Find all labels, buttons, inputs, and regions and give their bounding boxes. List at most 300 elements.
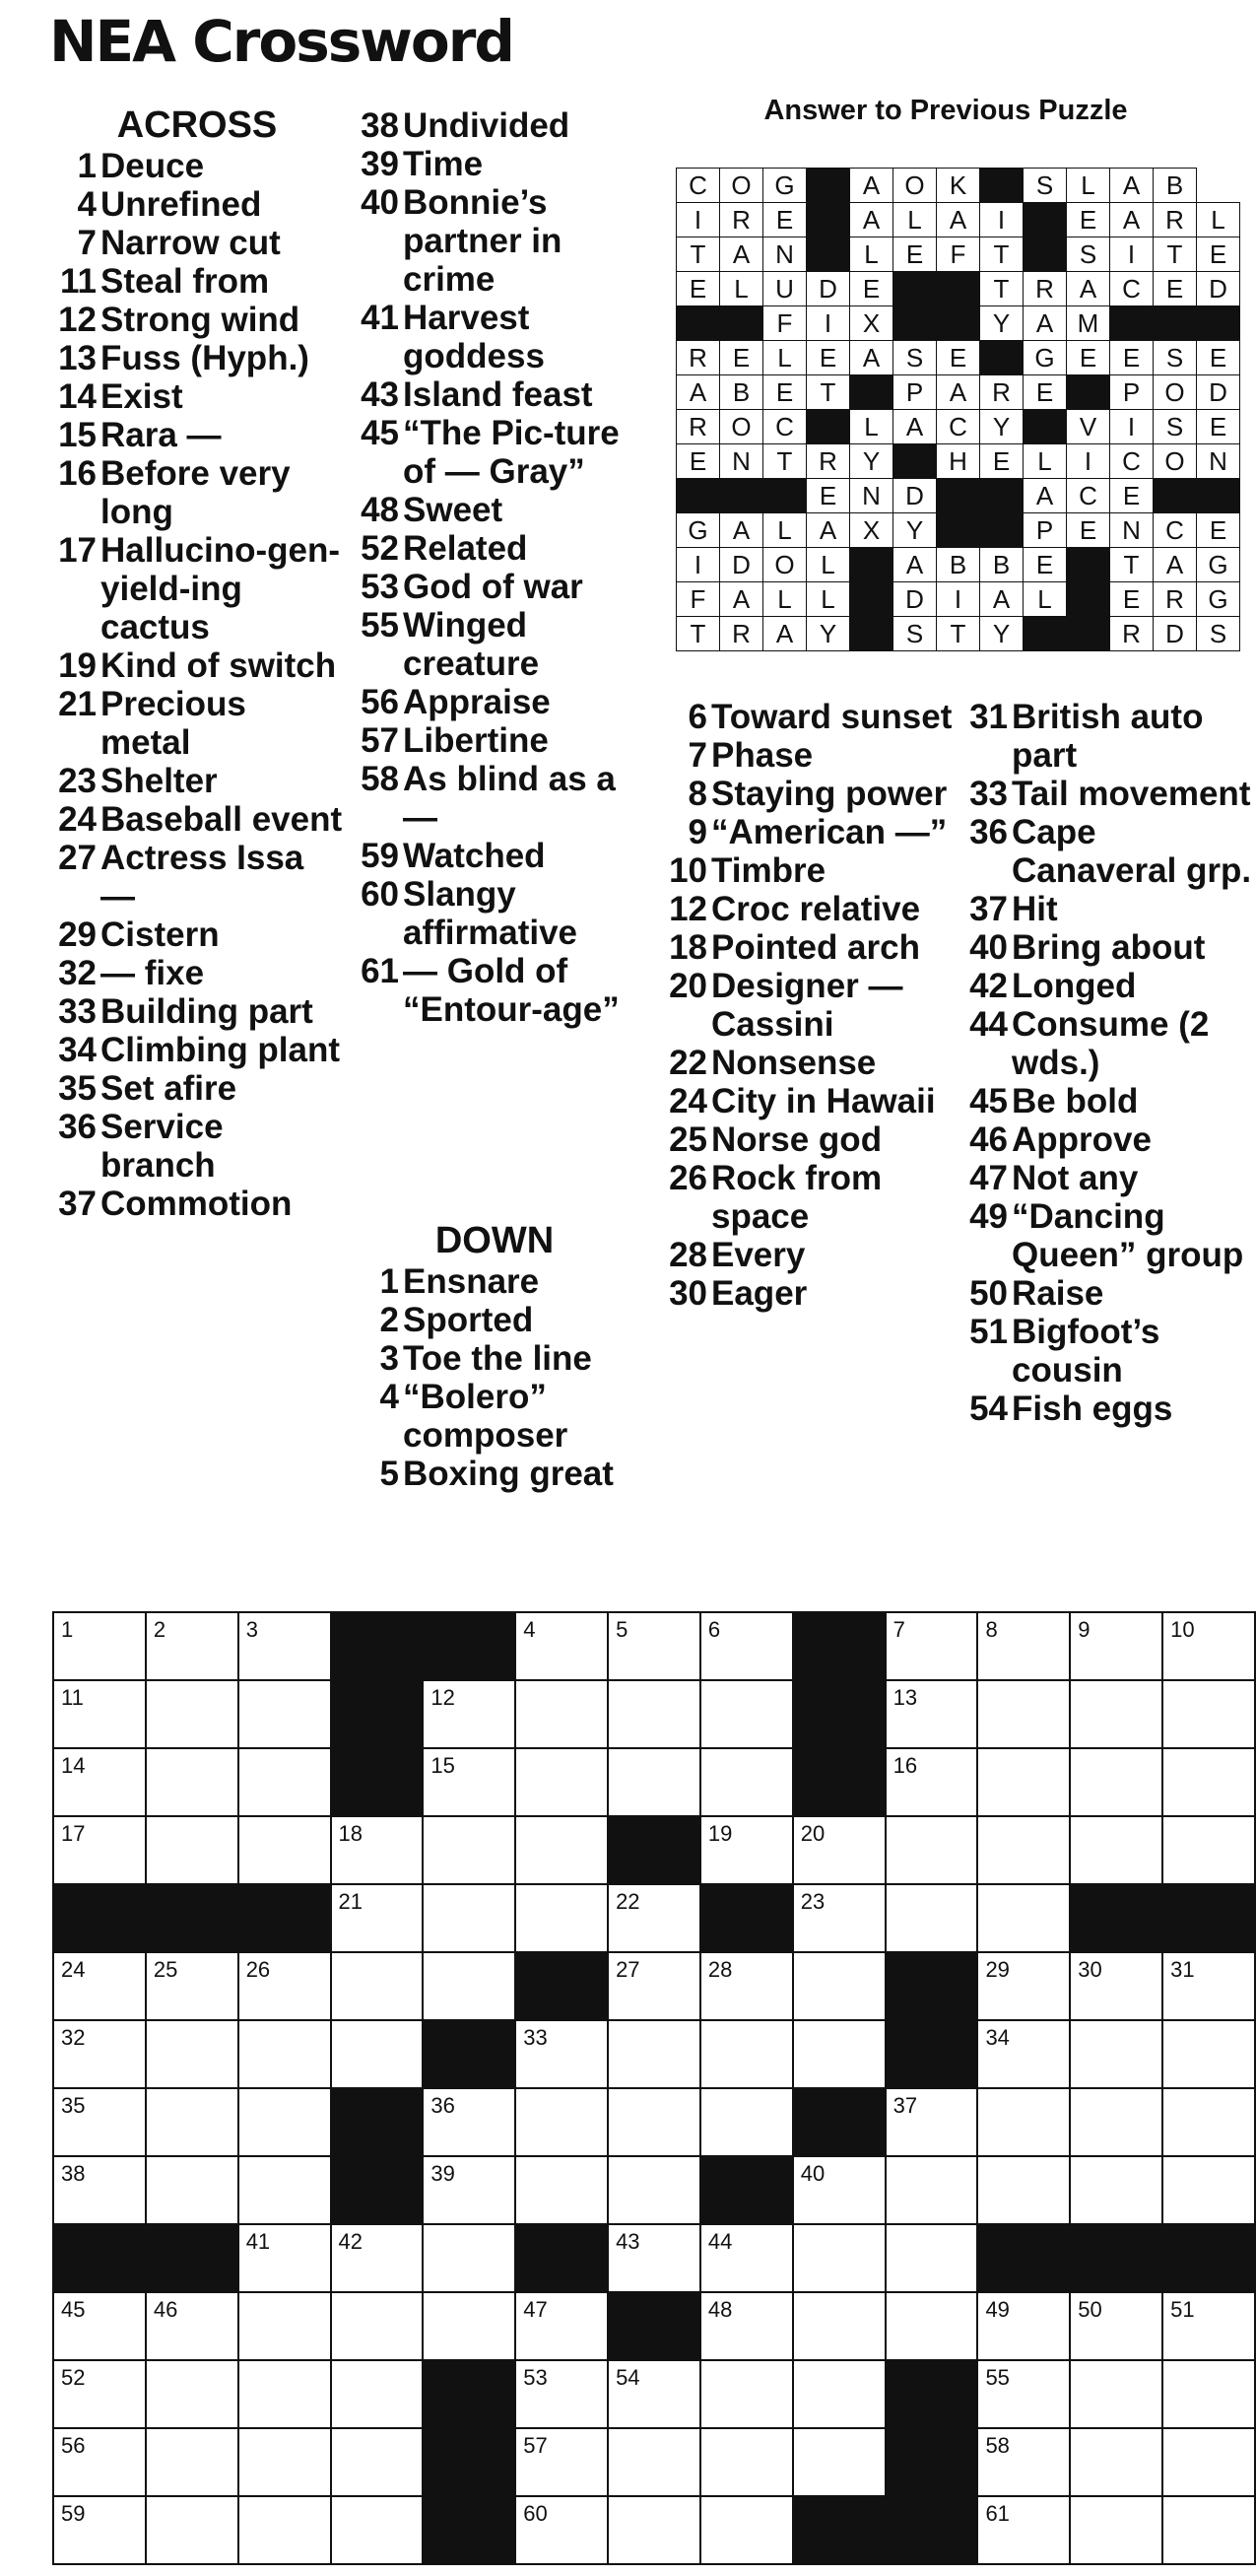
grid-cell[interactable]: [515, 2360, 608, 2428]
answer-letter: L: [763, 513, 807, 548]
grid-cell[interactable]: [423, 2224, 515, 2292]
clue-number: 9: [688, 813, 707, 851]
grid-cell[interactable]: [1162, 2292, 1255, 2360]
grid-cell[interactable]: [977, 2088, 1070, 2156]
clue-number: 12: [58, 301, 97, 339]
answer-letter: D: [1154, 617, 1197, 651]
grid-cell[interactable]: [977, 2360, 1070, 2428]
grid-cell[interactable]: [608, 2496, 700, 2564]
clue-number: 24: [669, 1082, 707, 1120]
grid-cell[interactable]: [700, 2088, 793, 2156]
grid-cell[interactable]: [53, 2428, 146, 2496]
clue-text: God of war: [403, 568, 583, 606]
grid-cell[interactable]: [423, 1680, 515, 1748]
grid-cell[interactable]: [1162, 1952, 1255, 2020]
cell-number: 60: [523, 2501, 548, 2526]
grid-cell[interactable]: [977, 1816, 1070, 1884]
clue-text: Undivided: [403, 106, 570, 145]
grid-cell[interactable]: [515, 1748, 608, 1816]
grid-cell[interactable]: [886, 1884, 978, 1952]
answer-black-square: [807, 169, 850, 203]
grid-cell[interactable]: [1070, 2020, 1162, 2088]
cell-number: 8: [985, 1617, 998, 1642]
answer-letter: I: [1110, 410, 1154, 444]
answer-black-square: [1154, 479, 1197, 513]
grid-cell[interactable]: [1162, 1612, 1255, 1680]
black-square: [331, 2156, 424, 2224]
grid-cell[interactable]: [331, 2224, 424, 2292]
cell-number: 10: [1170, 1617, 1195, 1642]
grid-cell[interactable]: [238, 2428, 331, 2496]
grid-cell[interactable]: [238, 2156, 331, 2224]
clue-item: [960, 928, 1256, 967]
cell-number: 7: [892, 1617, 905, 1642]
grid-cell[interactable]: [515, 1816, 608, 1884]
clue-item: [49, 339, 345, 377]
black-square: [886, 2496, 978, 2564]
grid-cell[interactable]: [515, 1884, 608, 1952]
clue-number: 16: [58, 454, 97, 493]
answer-letter: R: [1154, 582, 1197, 617]
crossword-grid: [52, 1611, 1256, 2565]
answer-letter: Y: [980, 617, 1024, 651]
previous-answer-grid: [676, 168, 1240, 651]
grid-cell[interactable]: [146, 2156, 238, 2224]
clue-item: [960, 967, 1256, 1005]
clue-number: 36: [969, 813, 1008, 851]
answer-letter: T: [807, 375, 850, 410]
grid-cell[interactable]: [608, 1612, 700, 1680]
grid-cell[interactable]: [977, 1680, 1070, 1748]
clue-text: Sweet: [403, 491, 503, 529]
grid-cell[interactable]: [238, 2088, 331, 2156]
answer-letter: R: [720, 203, 763, 237]
grid-cell[interactable]: [423, 2088, 515, 2156]
grid-cell[interactable]: [793, 2224, 886, 2292]
grid-cell[interactable]: [1070, 1612, 1162, 1680]
grid-cell[interactable]: [1070, 2360, 1162, 2428]
black-square: [793, 2496, 886, 2564]
grid-cell[interactable]: [793, 2292, 886, 2360]
grid-cell[interactable]: [608, 2088, 700, 2156]
grid-cell[interactable]: [608, 2156, 700, 2224]
clue-text: Commotion: [100, 1185, 293, 1223]
black-square: [886, 2020, 978, 2088]
grid-cell[interactable]: [608, 2428, 700, 2496]
grid-cell[interactable]: [423, 2156, 515, 2224]
clue-number: 25: [669, 1120, 707, 1159]
grid-cell[interactable]: [238, 2496, 331, 2564]
grid-cell[interactable]: [238, 2360, 331, 2428]
clue-item: [352, 568, 637, 606]
clue-text: Designer — Cassini: [711, 967, 903, 1044]
answer-letter: A: [677, 375, 720, 410]
grid-cell[interactable]: [53, 2156, 146, 2224]
grid-cell[interactable]: [53, 1680, 146, 1748]
grid-cell[interactable]: [1070, 1816, 1162, 1884]
grid-cell[interactable]: [1162, 2088, 1255, 2156]
grid-cell[interactable]: [793, 1884, 886, 1952]
clue-text: Not any: [1012, 1159, 1139, 1197]
grid-cell[interactable]: [1162, 2360, 1255, 2428]
grid-cell[interactable]: [977, 1884, 1070, 1952]
answer-black-square: [980, 513, 1024, 548]
grid-cell[interactable]: [331, 2020, 424, 2088]
clue-text: Tail movement: [1012, 775, 1251, 813]
clue-text: Shelter: [100, 762, 218, 800]
grid-cell[interactable]: [1070, 2496, 1162, 2564]
cell-number: 43: [616, 2229, 640, 2254]
answer-letter: R: [677, 410, 720, 444]
clue-item: [49, 262, 345, 301]
grid-cell[interactable]: [146, 2020, 238, 2088]
grid-cell[interactable]: [886, 1612, 978, 1680]
cell-number: 44: [707, 2229, 733, 2254]
grid-cell[interactable]: [515, 2428, 608, 2496]
clue-text: Croc relative: [711, 890, 921, 928]
grid-row: [53, 2156, 1255, 2224]
clue-number: 3: [379, 1339, 399, 1378]
grid-cell[interactable]: [238, 1680, 331, 1748]
grid-cell[interactable]: [1162, 2020, 1255, 2088]
grid-cell[interactable]: [146, 1748, 238, 1816]
clue-text: Set afire: [100, 1069, 237, 1108]
clue-text: Precious metal: [100, 685, 246, 762]
grid-cell[interactable]: [700, 2292, 793, 2360]
grid-cell[interactable]: [238, 2020, 331, 2088]
clue-number: 1: [77, 147, 97, 185]
clue-number: 27: [58, 839, 97, 877]
black-square: [146, 2224, 238, 2292]
clue-text: Cistern: [100, 915, 220, 954]
grid-cell[interactable]: [331, 1952, 424, 2020]
grid-cell[interactable]: [1070, 2088, 1162, 2156]
clue-text: Service branch: [100, 1108, 224, 1185]
grid-cell[interactable]: [793, 2020, 886, 2088]
grid-cell[interactable]: [53, 2088, 146, 2156]
grid-cell[interactable]: [886, 2292, 978, 2360]
grid-cell[interactable]: [423, 2292, 515, 2360]
grid-cell[interactable]: [146, 2496, 238, 2564]
black-square: [1162, 1884, 1255, 1952]
grid-cell[interactable]: [886, 1680, 978, 1748]
cell-number: 28: [707, 1957, 733, 1982]
grid-cell[interactable]: [700, 2496, 793, 2564]
clue-item: [660, 1082, 956, 1120]
grid-cell[interactable]: [700, 2428, 793, 2496]
clue-item: [960, 1082, 1256, 1120]
grid-cell[interactable]: [1162, 2496, 1255, 2564]
grid-cell[interactable]: [146, 1612, 238, 1680]
clue-item: [352, 1339, 637, 1378]
clue-text: Toward sunset: [711, 698, 953, 736]
grid-cell[interactable]: [331, 1816, 424, 1884]
answer-row: [677, 444, 1240, 479]
answer-black-square: [677, 306, 720, 341]
clue-item: [352, 683, 637, 721]
grid-cell[interactable]: [53, 1816, 146, 1884]
clue-text: Before very long: [100, 454, 291, 531]
grid-cell[interactable]: [886, 2224, 978, 2292]
grid-cell[interactable]: [608, 1952, 700, 2020]
black-square: [700, 2156, 793, 2224]
answer-row: [677, 513, 1240, 548]
grid-cell[interactable]: [1070, 2292, 1162, 2360]
clue-text: Consume (2 wds.): [1012, 1005, 1210, 1082]
answer-row: [677, 237, 1240, 272]
grid-cell[interactable]: [1162, 1816, 1255, 1884]
answer-black-square: [1024, 237, 1067, 272]
answer-letter: E: [807, 341, 850, 375]
clue-text: Rara —: [100, 416, 222, 454]
answer-letter: C: [937, 410, 980, 444]
answer-letter: I: [937, 582, 980, 617]
grid-cell[interactable]: [793, 1952, 886, 2020]
clue-number: 37: [58, 1185, 97, 1223]
grid-cell[interactable]: [515, 2292, 608, 2360]
grid-cell[interactable]: [146, 2088, 238, 2156]
grid-cell[interactable]: [1070, 1952, 1162, 2020]
grid-cell[interactable]: [423, 1816, 515, 1884]
clue-text: Be bold: [1012, 1082, 1139, 1120]
grid-cell[interactable]: [515, 2156, 608, 2224]
clue-number: 5: [379, 1455, 399, 1493]
grid-cell[interactable]: [977, 1612, 1070, 1680]
answer-letter: E: [980, 444, 1024, 479]
clue-number: 41: [361, 299, 399, 337]
grid-cell[interactable]: [1162, 2156, 1255, 2224]
grid-cell[interactable]: [793, 2360, 886, 2428]
clue-text: Timbre: [711, 851, 826, 890]
grid-cell[interactable]: [1070, 1680, 1162, 1748]
black-square: [793, 1748, 886, 1816]
black-square: [423, 1612, 515, 1680]
answer-letter: I: [677, 203, 720, 237]
grid-cell[interactable]: [700, 2224, 793, 2292]
grid-cell[interactable]: [608, 1748, 700, 1816]
answer-letter: P: [1110, 375, 1154, 410]
grid-cell[interactable]: [53, 2292, 146, 2360]
answer-letter: H: [937, 444, 980, 479]
clue-item: [352, 183, 637, 299]
grid-cell[interactable]: [146, 1952, 238, 2020]
clue-item: [352, 299, 637, 375]
clue-item: [960, 1197, 1256, 1274]
grid-cell[interactable]: [238, 2224, 331, 2292]
grid-row: [53, 2088, 1255, 2156]
grid-cell[interactable]: [423, 1884, 515, 1952]
answer-letter: E: [677, 272, 720, 306]
answer-letter: G: [1197, 548, 1240, 582]
grid-cell[interactable]: [331, 1884, 424, 1952]
clue-text: Rock from space: [711, 1159, 883, 1236]
answer-letter: N: [763, 237, 807, 272]
black-square: [331, 1680, 424, 1748]
clue-item: [352, 1301, 637, 1339]
grid-cell[interactable]: [608, 2224, 700, 2292]
grid-cell[interactable]: [700, 1952, 793, 2020]
answer-letter: L: [763, 341, 807, 375]
grid-cell[interactable]: [1070, 1748, 1162, 1816]
clue-item: [49, 1185, 345, 1223]
clue-item: [49, 646, 345, 685]
grid-cell[interactable]: [146, 1680, 238, 1748]
grid-cell[interactable]: [700, 1748, 793, 1816]
grid-cell[interactable]: [886, 1816, 978, 1884]
clue-text: Kind of switch: [100, 646, 337, 685]
grid-cell[interactable]: [515, 2088, 608, 2156]
answer-letter: R: [980, 375, 1024, 410]
grid-cell[interactable]: [977, 1748, 1070, 1816]
grid-cell[interactable]: [886, 1748, 978, 1816]
answer-letter: D: [893, 479, 937, 513]
grid-cell[interactable]: [53, 2360, 146, 2428]
black-square: [793, 2088, 886, 2156]
grid-cell[interactable]: [238, 2292, 331, 2360]
answer-black-square: [720, 306, 763, 341]
grid-row: [53, 1748, 1255, 1816]
clue-text: Longed: [1012, 967, 1137, 1005]
grid-cell[interactable]: [146, 2428, 238, 2496]
answer-letter: P: [1024, 513, 1067, 548]
answer-letter: A: [850, 169, 893, 203]
grid-cell[interactable]: [146, 1816, 238, 1884]
answer-letter: C: [677, 169, 720, 203]
clue-number: 50: [969, 1274, 1008, 1313]
cell-number: 34: [985, 2025, 1010, 2050]
grid-cell[interactable]: [793, 1816, 886, 1884]
grid-cell[interactable]: [331, 2292, 424, 2360]
grid-row: [53, 1612, 1255, 1680]
grid-cell[interactable]: [146, 2292, 238, 2360]
grid-cell[interactable]: [331, 2428, 424, 2496]
clue-text: Related: [403, 529, 528, 568]
grid-cell[interactable]: [700, 1612, 793, 1680]
answer-black-square: [1197, 306, 1240, 341]
answer-letter: B: [720, 375, 763, 410]
grid-cell[interactable]: [515, 1680, 608, 1748]
answer-black-square: [850, 617, 893, 651]
grid-cell[interactable]: [608, 2360, 700, 2428]
black-square: [700, 1884, 793, 1952]
answer-letter: D: [893, 582, 937, 617]
cell-number: 2: [153, 1617, 166, 1642]
grid-cell[interactable]: [515, 2020, 608, 2088]
clue-item: [49, 762, 345, 800]
grid-cell[interactable]: [515, 1612, 608, 1680]
grid-cell[interactable]: [1162, 2428, 1255, 2496]
grid-cell[interactable]: [238, 1952, 331, 2020]
answer-row: [677, 582, 1240, 617]
answer-letter: A: [1067, 272, 1110, 306]
grid-cell[interactable]: [1162, 1748, 1255, 1816]
clue-item: [660, 775, 956, 813]
grid-cell[interactable]: [53, 2020, 146, 2088]
grid-cell[interactable]: [331, 2496, 424, 2564]
answer-black-square: [1154, 306, 1197, 341]
black-square: [515, 2224, 608, 2292]
clue-number: 8: [688, 775, 707, 813]
grid-cell[interactable]: [977, 2428, 1070, 2496]
grid-cell[interactable]: [886, 2156, 978, 2224]
grid-cell[interactable]: [608, 2020, 700, 2088]
grid-cell[interactable]: [146, 2360, 238, 2428]
clue-item: [660, 967, 956, 1044]
grid-cell[interactable]: [238, 1816, 331, 1884]
grid-cell[interactable]: [53, 1612, 146, 1680]
clue-number: 2: [379, 1301, 399, 1339]
clue-text: “Dancing Queen” group: [1012, 1197, 1244, 1274]
cell-number: 37: [892, 2093, 918, 2118]
answer-letter: G: [1024, 341, 1067, 375]
grid-cell[interactable]: [700, 2360, 793, 2428]
answer-letter: D: [807, 272, 850, 306]
cell-number: 45: [61, 2297, 86, 2322]
clue-item: [960, 775, 1256, 813]
grid-cell[interactable]: [1070, 2428, 1162, 2496]
grid-cell[interactable]: [700, 1680, 793, 1748]
grid-cell[interactable]: [423, 1748, 515, 1816]
grid-cell[interactable]: [608, 1884, 700, 1952]
grid-cell[interactable]: [977, 2496, 1070, 2564]
grid-cell[interactable]: [1070, 2156, 1162, 2224]
grid-cell[interactable]: [238, 1612, 331, 1680]
answer-letter: A: [1024, 306, 1067, 341]
answer-black-square: [1197, 479, 1240, 513]
answer-letter: E: [763, 203, 807, 237]
grid-cell[interactable]: [53, 1952, 146, 2020]
clue-item: [660, 851, 956, 890]
grid-cell[interactable]: [423, 1952, 515, 2020]
grid-cell[interactable]: [977, 1952, 1070, 2020]
grid-cell[interactable]: [977, 2020, 1070, 2088]
grid-row: [53, 1952, 1255, 2020]
grid-cell[interactable]: [1162, 1680, 1255, 1748]
answer-letter: T: [937, 617, 980, 651]
cell-number: 23: [800, 1889, 826, 1914]
grid-cell[interactable]: [331, 2360, 424, 2428]
clue-number: 45: [361, 414, 399, 452]
grid-cell[interactable]: [53, 1748, 146, 1816]
clue-item: [49, 185, 345, 224]
grid-cell[interactable]: [793, 2428, 886, 2496]
grid-cell[interactable]: [700, 2020, 793, 2088]
answer-row: [677, 341, 1240, 375]
grid-cell[interactable]: [793, 2156, 886, 2224]
cell-number: 31: [1170, 1957, 1195, 1982]
clue-text: Staying power: [711, 775, 948, 813]
grid-cell[interactable]: [515, 2496, 608, 2564]
answer-letter: A: [1024, 479, 1067, 513]
clue-number: 26: [669, 1159, 707, 1197]
clue-number: 47: [969, 1159, 1008, 1197]
answer-letter: S: [1197, 617, 1240, 651]
grid-row: [53, 2428, 1255, 2496]
grid-cell[interactable]: [977, 2292, 1070, 2360]
grid-cell[interactable]: [238, 1748, 331, 1816]
grid-cell[interactable]: [886, 2088, 978, 2156]
black-square: [1070, 2224, 1162, 2292]
grid-cell[interactable]: [977, 2156, 1070, 2224]
down-clues-column-3: [960, 698, 1256, 1428]
grid-cell[interactable]: [53, 2496, 146, 2564]
answer-letter: P: [893, 375, 937, 410]
clue-text: Cape Canaveral grp.: [1012, 813, 1252, 890]
clue-item: [352, 1262, 637, 1301]
grid-cell[interactable]: [608, 1680, 700, 1748]
grid-cell[interactable]: [700, 1816, 793, 1884]
clue-number: 15: [58, 416, 97, 454]
